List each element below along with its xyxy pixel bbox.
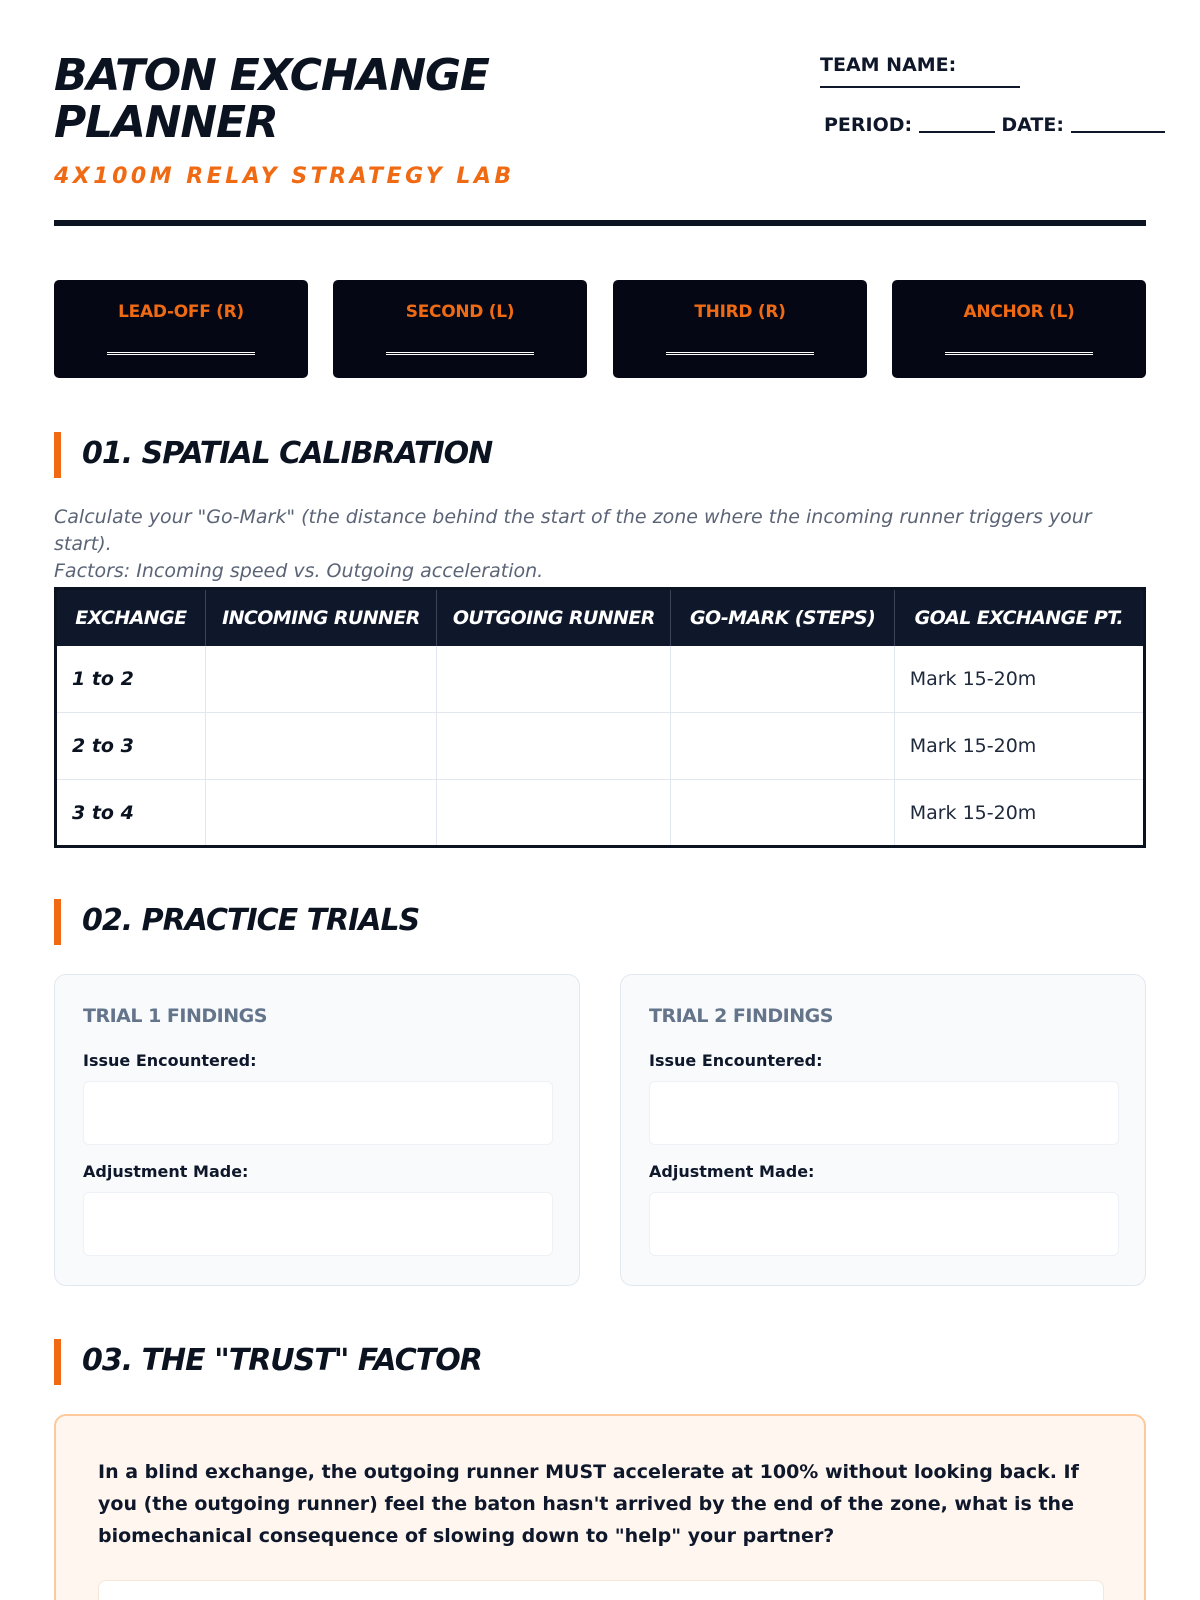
issue-label: Issue Encountered: — [83, 1051, 257, 1070]
outgoing-runner-cell[interactable] — [437, 780, 671, 847]
column-header: OUTGOING RUNNER — [437, 589, 671, 646]
period-label: PERIOD: — [824, 114, 913, 136]
page-title: BATON EXCHANGE PLANNER — [54, 50, 489, 148]
goal-exchange-cell: Mark 15-20m — [894, 713, 1144, 780]
instructions-line: Calculate your "Go-Mark" (the distance behind the start of the zone where the incoming runner triggers your start). — [54, 506, 1092, 555]
runner-name-field[interactable] — [666, 352, 814, 355]
section-practice-trials — [54, 899, 1146, 947]
column-header: GOAL EXCHANGE PT. — [894, 589, 1144, 646]
section-accent-bar — [54, 899, 61, 945]
section-title: 02. PRACTICE TRIALS — [82, 903, 420, 938]
trial-title: TRIAL 1 FINDINGS — [83, 1005, 267, 1027]
runner-card-second — [333, 280, 587, 378]
column-header: GO-MARK (STEPS) — [671, 589, 894, 646]
adjustment-field[interactable] — [649, 1192, 1119, 1256]
runner-position-label: THIRD (R) — [694, 302, 786, 322]
section-title: 01. SPATIAL CALIBRATION — [82, 436, 493, 471]
runner-card-lead-off — [54, 280, 308, 378]
column-header: INCOMING RUNNER — [205, 589, 436, 646]
incoming-runner-cell[interactable] — [205, 646, 436, 713]
go-mark-cell[interactable] — [671, 780, 894, 847]
trial-title: TRIAL 2 FINDINGS — [649, 1005, 833, 1027]
issue-field[interactable] — [83, 1081, 553, 1145]
incoming-runner-cell[interactable] — [205, 780, 436, 847]
trial-1-card — [54, 974, 580, 1286]
period-date-row — [824, 114, 1165, 136]
section-trust-factor — [54, 1339, 1146, 1387]
header-divider — [54, 220, 1146, 226]
table-row — [56, 646, 1145, 713]
runner-cards — [54, 280, 1146, 378]
adjustment-field[interactable] — [83, 1192, 553, 1256]
go-mark-cell[interactable] — [671, 646, 894, 713]
runner-name-field[interactable] — [107, 352, 255, 355]
exchange-cell: 1 to 2 — [56, 646, 206, 713]
instructions-line: Factors: Incoming speed vs. Outgoing acceleration. — [54, 560, 544, 582]
section-title: 03. THE "TRUST" FACTOR — [82, 1343, 482, 1378]
issue-field[interactable] — [649, 1081, 1119, 1145]
exchange-cell: 2 to 3 — [56, 713, 206, 780]
trust-question: In a blind exchange, the outgoing runner MUST accelerate at 100% without looking back. If you (the outgoing runner) feel the baton hasn't arrived by the end of the zone, what is the biomechanical consequence of slowing down to "help" your partner? — [98, 1461, 1079, 1547]
outgoing-runner-cell[interactable] — [437, 713, 671, 780]
period-field[interactable] — [919, 131, 995, 133]
table-header-row — [56, 589, 1145, 646]
column-header: EXCHANGE — [56, 589, 206, 646]
trial-2-card — [620, 974, 1146, 1286]
trust-question-card — [54, 1414, 1146, 1600]
runner-position-label: SECOND (L) — [405, 302, 515, 322]
worksheet-header — [54, 52, 1146, 227]
adjustment-label: Adjustment Made: — [83, 1162, 249, 1181]
goal-exchange-cell: Mark 15-20m — [909, 801, 1037, 824]
runner-card-anchor — [892, 280, 1146, 378]
page-subtitle: 4X100M RELAY STRATEGY LAB — [54, 164, 515, 189]
exchange-cell: 3 to 4 — [56, 780, 206, 847]
section-accent-bar — [54, 432, 61, 478]
incoming-runner-cell[interactable] — [205, 713, 436, 780]
outgoing-runner-cell[interactable] — [437, 646, 671, 713]
runner-position-label: LEAD-OFF (R) — [118, 302, 244, 322]
go-mark-cell[interactable] — [671, 713, 894, 780]
table-row — [56, 713, 1145, 780]
runner-name-field[interactable] — [386, 352, 534, 355]
section-accent-bar — [54, 1339, 61, 1385]
table-row — [56, 780, 1145, 847]
section-spatial-calibration — [54, 432, 1146, 480]
date-label: DATE: — [1001, 114, 1064, 136]
runner-position-label: ANCHOR (L) — [963, 302, 1075, 322]
runner-name-field[interactable] — [945, 352, 1093, 355]
runner-card-third — [613, 280, 867, 378]
team-name-field[interactable] — [820, 86, 1020, 88]
date-field[interactable] — [1071, 131, 1165, 133]
trust-answer-field[interactable] — [98, 1580, 1104, 1600]
adjustment-label: Adjustment Made: — [649, 1162, 815, 1181]
section-instructions — [54, 504, 1154, 585]
goal-exchange-cell: Mark 15-20m — [894, 646, 1144, 713]
team-name-label: TEAM NAME: — [820, 54, 957, 76]
issue-label: Issue Encountered: — [649, 1051, 823, 1070]
calibration-table — [54, 587, 1146, 848]
